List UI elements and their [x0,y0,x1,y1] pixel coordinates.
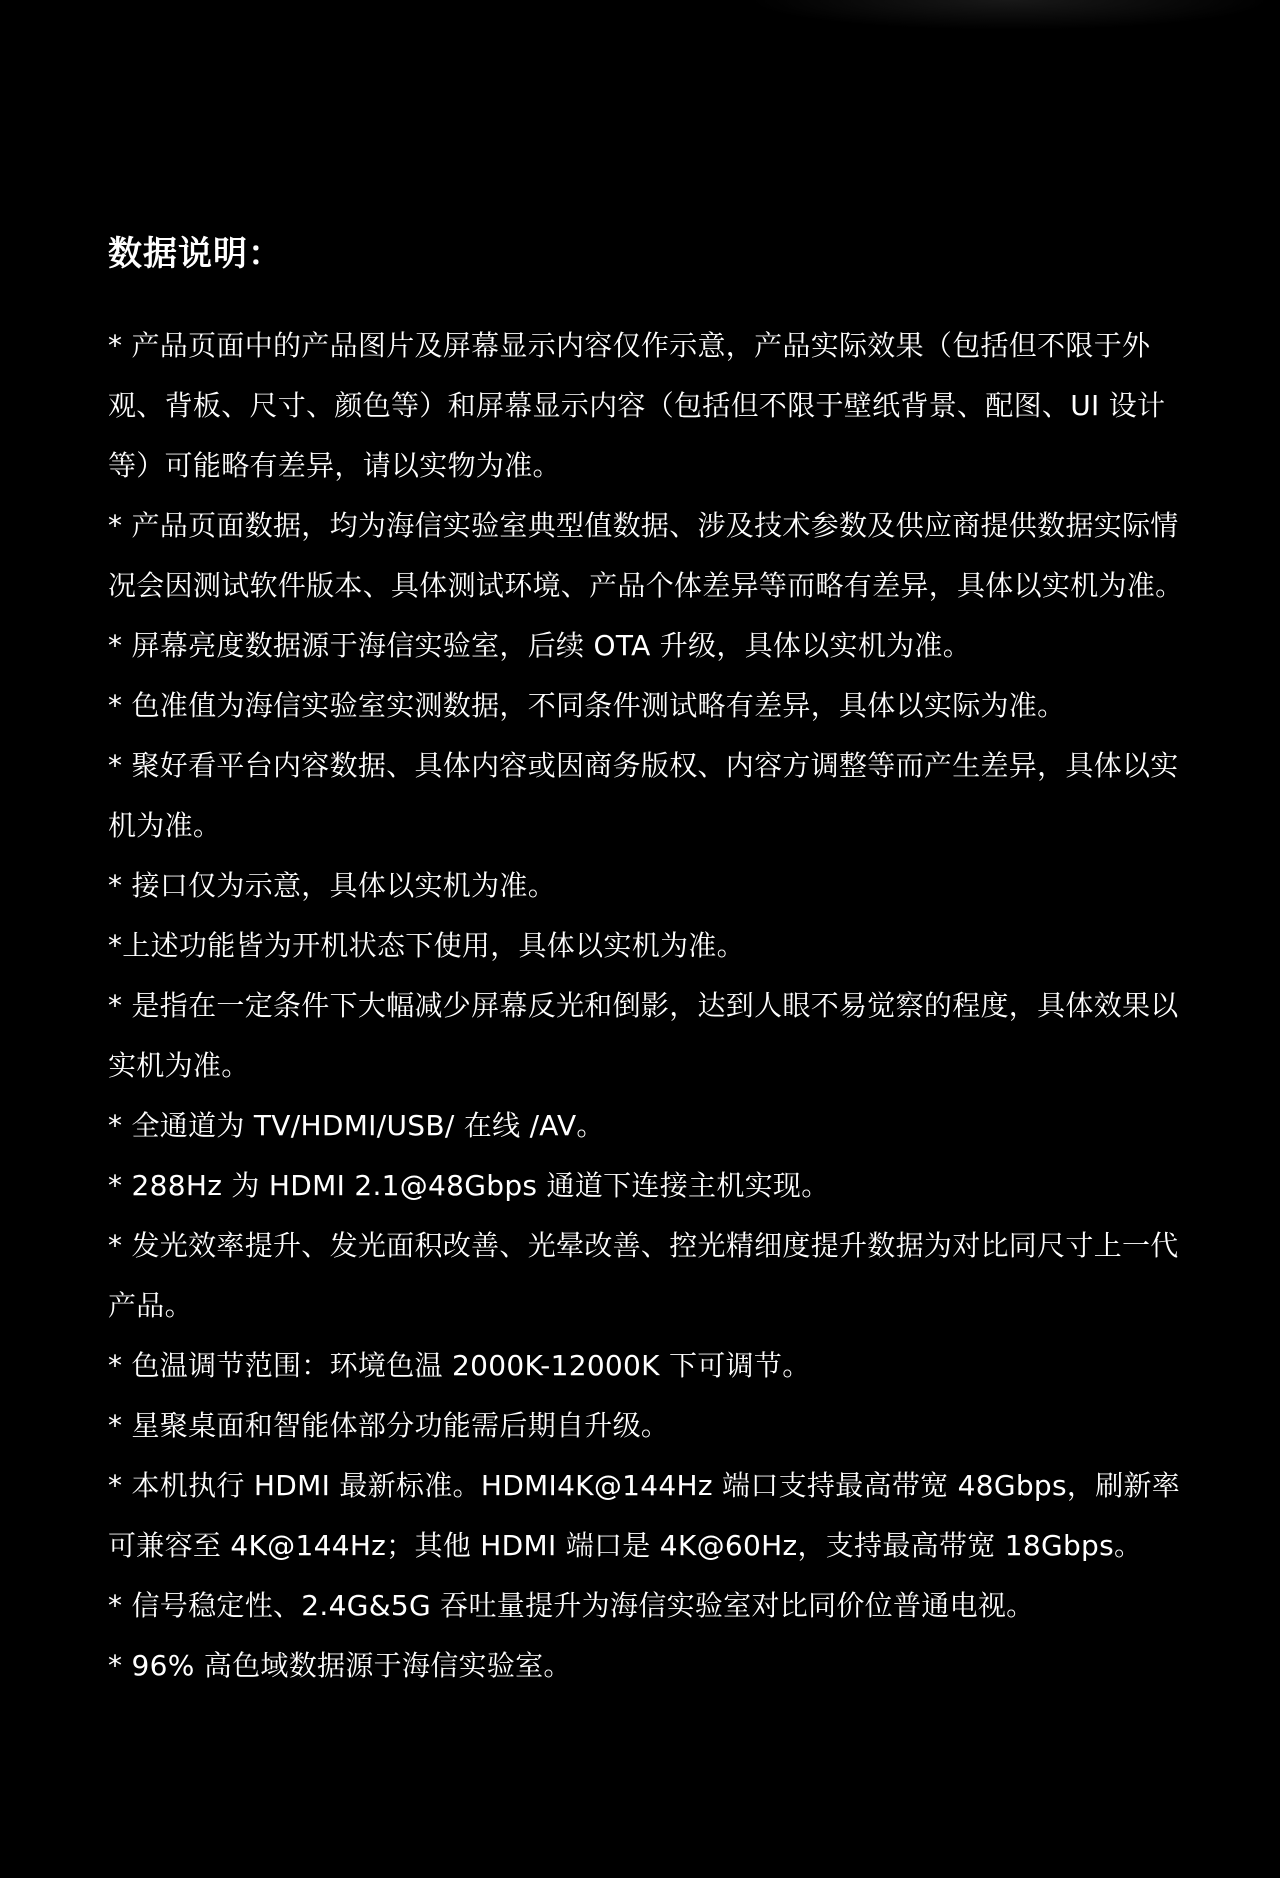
disclaimer-note: * 全通道为 TV/HDMI/USB/ 在线 /AV。 [108,1109,605,1142]
top-glow-decoration [0,0,1280,60]
disclaimer-note: * 信号稳定性、2.4G&5G 吞吐量提升为海信实验室对比同价位普通电视。 [108,1589,1035,1622]
disclaimer-note: * 色准值为海信实验室实测数据，不同条件测试略有差异，具体以实际为准。 [108,689,1066,722]
data-disclaimer-section [108,228,1200,1696]
disclaimer-note: * 288Hz 为 HDMI 2.1@48Gbps 通道下连接主机实现。 [108,1169,830,1202]
disclaimer-note: *上述功能皆为开机状态下使用，具体以实机为准。 [108,929,745,962]
disclaimer-note: * 星聚桌面和智能体部分功能需后期自升级。 [108,1409,670,1442]
disclaimer-note: * 发光效率提升、发光面积改善、光晕改善、控光精细度提升数据为对比同尺寸上一代产品。 [108,1229,1179,1322]
disclaimer-note: * 接口仅为示意，具体以实机为准。 [108,869,557,902]
disclaimer-note: * 产品页面中的产品图片及屏幕显示内容仅作示意，产品实际效果（包括但不限于外观、背板、尺寸、颜色等）和屏幕显示内容（包括但不限于壁纸背景、配图、UI 设计等）可能略有差异，请以实物为准。 [108,329,1166,482]
disclaimer-note: * 聚好看平台内容数据、具体内容或因商务版权、内容方调整等而产生差异，具体以实机为准。 [108,749,1179,842]
disclaimer-notes-list [108,316,1200,1696]
disclaimer-note: * 是指在一定条件下大幅减少屏幕反光和倒影，达到人眼不易觉察的程度，具体效果以实机为准。 [108,989,1179,1082]
disclaimer-note: * 产品页面数据，均为海信实验室典型值数据、涉及技术参数及供应商提供数据实际情况会因测试软件版本、具体测试环境、产品个体差异等而略有差异，具体以实机为准。 [108,509,1184,602]
disclaimer-note: * 本机执行 HDMI 最新标准。HDMI4K@144Hz 端口支持最高带宽 48Gbps，刷新率可兼容至 4K@144Hz；其他 HDMI 端口是 4K@60Hz，支持最高带宽 18Gbps。 [108,1469,1181,1562]
disclaimer-note: * 96% 高色域数据源于海信实验室。 [108,1649,572,1682]
disclaimer-note: * 色温调节范围：环境色温 2000K-12000K 下可调节。 [108,1349,811,1382]
section-heading: 数据说明： [108,234,283,274]
disclaimer-note: * 屏幕亮度数据源于海信实验室，后续 OTA 升级，具体以实机为准。 [108,629,972,662]
